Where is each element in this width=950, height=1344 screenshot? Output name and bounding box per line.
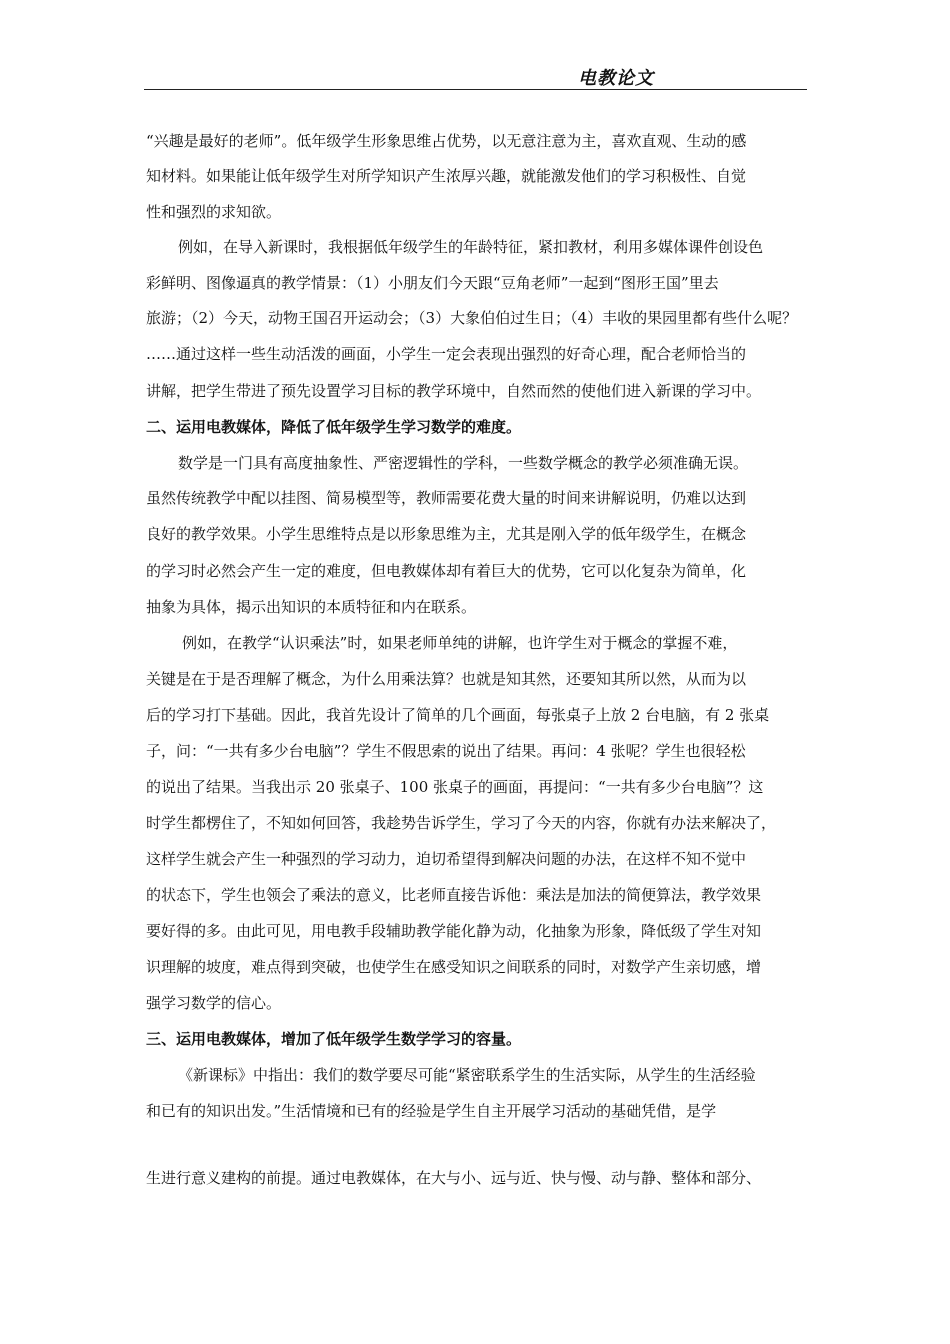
paragraph-line: 的状态下，学生也领会了乘法的意义，比老师直接告诉他：乘法是加法的简便算法，教学效果 <box>146 886 762 904</box>
paragraph-line: 例如，在导入新课时，我根据低年级学生的年龄特征，紧扣教材，利用多媒体课件创设色 <box>178 238 764 256</box>
paragraph-line: 旅游；（2）今天，动物王国召开运动会；（3）大象伯伯过生日；（4）丰收的果园里都有些什么呢？ <box>146 309 798 327</box>
section-heading-3: 三、运用电教媒体，增加了低年级学生数学学习的容量。 <box>146 1030 522 1048</box>
paragraph-line: 虽然传统教学中配以挂图、简易模型等，教师需要花费大量的时间来讲解说明，仍难以达到 <box>146 489 747 507</box>
paragraph-line: 抽象为具体，揭示出知识的本质特征和内在联系。 <box>146 598 477 616</box>
paragraph-line: 数学是一门具有高度抽象性、严密逻辑性的学科，一些数学概念的教学必须准确无误。 <box>178 454 749 472</box>
paragraph-line: 后的学习打下基础。因此，我首先设计了简单的几个画面，每张桌子上放 2 台电脑，有 2 张桌 <box>146 706 770 724</box>
paragraph-line: 知材料。如果能让低年级学生对所学知识产生浓厚兴趣，就能激发他们的学习积极性、自觉 <box>146 167 747 185</box>
paragraph-line: 识理解的坡度，难点得到突破，也使学生在感受知识之间联系的同时，对数学产生亲切感，增 <box>146 958 762 976</box>
paragraph-line: 例如，在教学“认识乘法”时，如果老师单纯的讲解，也许学生对于概念的掌握不难， <box>182 634 738 652</box>
header-divider <box>144 89 807 90</box>
paragraph-line: 良好的教学效果。小学生思维特点是以形象思维为主，尤其是刚入学的低年级学生，在概念 <box>146 525 747 543</box>
paragraph-line: 这样学生就会产生一种强烈的学习动力，迫切希望得到解决问题的办法，在这样不知不觉中 <box>146 850 747 868</box>
paragraph-line: 的说出了结果。当我出示 20 张桌子、100 张桌子的画面，再提问：“一共有多少台电脑”？这 <box>146 778 764 796</box>
section-heading-2: 二、运用电教媒体，降低了低年级学生学习数学的难度。 <box>146 418 522 436</box>
paragraph-line: 讲解，把学生带进了预先设置学习目标的教学环境中，自然而然的使他们进入新课的学习中。 <box>146 382 762 400</box>
paragraph-line: 和已有的知识出发。”生活情境和已有的经验是学生自主开展学习活动的基础凭借，是学 <box>146 1102 717 1120</box>
paragraph-line: 要好得的多。由此可见，用电教手段辅助教学能化静为动，化抽象为形象，降低级了学生对知 <box>146 922 762 940</box>
paragraph-line: 子，问：“一共有多少台电脑”？学生不假思索的说出了结果。再问：4 张呢？学生也很轻松 <box>146 742 746 760</box>
paragraph-line: 关键是在于是否理解了概念，为什么用乘法算？也就是知其然，还要知其所以然，从而为以 <box>146 670 747 688</box>
paragraph-line: 彩鲜明、图像逼真的教学情景：（1）小朋友们今天跟“豆角老师”一起到“图形王国”里去 <box>146 274 719 292</box>
paragraph-line: 性和强烈的求知欲。 <box>146 203 282 221</box>
paragraph-line: 强学习数学的信心。 <box>146 994 282 1012</box>
paragraph-line: 生进行意义建构的前提。通过电教媒体，在大与小、远与近、快与慢、动与静、整体和部分、 <box>146 1169 762 1187</box>
paragraph-line: ……通过这样一些生动活泼的画面，小学生一定会表现出强烈的好奇心理，配合老师恰当的 <box>146 345 747 363</box>
paragraph-line: 时学生都楞住了，不知如何回答，我趁势告诉学生，学习了今天的内容，你就有办法来解决了， <box>146 814 777 832</box>
paragraph-line: 的学习时必然会产生一定的难度，但电教媒体却有着巨大的优势，它可以化复杂为简单，化 <box>146 562 747 580</box>
paragraph-line: “兴趣是最好的老师”。低年级学生形象思维占优势，以无意注意为主，喜欢直观、生动的感 <box>146 132 747 150</box>
paragraph-line: 《新课标》中指出：我们的数学要尽可能“紧密联系学生的生活实际，从学生的生活经验 <box>178 1066 756 1084</box>
header-title: 电教论文 <box>578 68 654 89</box>
